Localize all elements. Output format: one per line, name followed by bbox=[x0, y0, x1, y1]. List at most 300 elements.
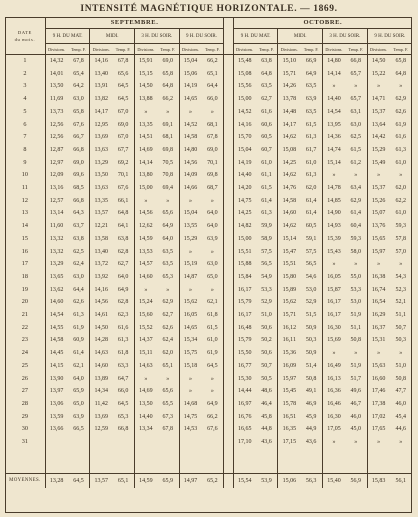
temperature-cell: » bbox=[166, 197, 170, 204]
divisions-cell: 14,54 bbox=[323, 106, 345, 119]
divisions-subheader: Divisions. bbox=[135, 44, 157, 55]
divisions-cell: 13,16 bbox=[49, 185, 64, 192]
temperature-cell: 50,7 bbox=[261, 362, 272, 369]
temperature-cell: 52,9 bbox=[305, 299, 317, 306]
divisions-cell: 15,29 bbox=[179, 233, 201, 246]
divisions-cell: 14,50 bbox=[135, 80, 157, 93]
divisions-cell: 14,78 bbox=[323, 182, 345, 195]
divisions-cell: 13,53 bbox=[135, 246, 157, 259]
divisions-cell: 14,56 bbox=[90, 296, 112, 309]
temperature-cell: 57,8 bbox=[395, 235, 406, 242]
divisions-cell: 16,12 bbox=[278, 322, 300, 335]
temperature-cell: 53,0 bbox=[305, 286, 317, 293]
divisions-cell: 16,60 bbox=[367, 373, 389, 386]
temperature-cell: 60,5 bbox=[305, 223, 317, 230]
temperature-cell: 50,8 bbox=[305, 375, 317, 382]
day-number: 20 bbox=[5, 296, 45, 309]
divisions-cell: 15,88 bbox=[237, 261, 252, 268]
divisions-cell: 16,05 bbox=[179, 309, 201, 322]
temperature-cell: 62,4 bbox=[73, 261, 84, 268]
temperature-cell: 61,4 bbox=[350, 210, 361, 217]
temperature-cell: 61,0 bbox=[395, 159, 406, 166]
temperature-cell: 65,9 bbox=[73, 388, 84, 395]
temperature-cell: 69,6 bbox=[73, 172, 84, 179]
day-number: 16 bbox=[5, 246, 45, 259]
temperature-cell: 61,2 bbox=[350, 159, 361, 166]
day-number: 27 bbox=[5, 385, 45, 398]
day-number: 4 bbox=[5, 93, 45, 106]
temperature-cell: 61,9 bbox=[207, 350, 218, 357]
temperature-cell: 66,0 bbox=[117, 388, 129, 395]
divisions-subheader: Divisions. bbox=[90, 44, 112, 55]
temperature-cell: 60,4 bbox=[350, 223, 361, 230]
divisions-cell: 14,56 bbox=[179, 157, 201, 170]
divisions-cell: 15,62 bbox=[278, 296, 300, 309]
divisions-cell: 13,89 bbox=[90, 373, 112, 386]
day-number: 30 bbox=[5, 423, 45, 436]
divisions-cell: 14,62 bbox=[278, 169, 300, 182]
day-number: 14 bbox=[5, 220, 45, 233]
divisions-cell: 13,57 bbox=[90, 473, 112, 488]
day-number: 25 bbox=[5, 360, 45, 373]
temperature-cell: 59,3 bbox=[395, 223, 406, 230]
temperature-cell: 65,2 bbox=[201, 473, 223, 488]
divisions-cell: 13,97 bbox=[49, 388, 64, 395]
divisions-cell: 15,45 bbox=[278, 385, 300, 398]
divisions-cell: 16,77 bbox=[237, 362, 252, 369]
temperature-cell: » bbox=[354, 172, 358, 179]
temperature-cell: 65,3 bbox=[117, 413, 129, 420]
divisions-cell: 14,61 bbox=[90, 309, 112, 322]
divisions-cell: 14,17 bbox=[278, 119, 300, 132]
divisions-cell: » bbox=[367, 436, 389, 449]
temperature-cell: 62,7 bbox=[261, 96, 272, 103]
divisions-cell: 14,37 bbox=[135, 334, 157, 347]
divisions-cell: 13,92 bbox=[90, 271, 112, 284]
temperature-cell: 68,1 bbox=[207, 121, 218, 128]
temperature-cell: 56,9 bbox=[345, 473, 367, 488]
temperature-cell: 61,3 bbox=[117, 337, 129, 344]
divisions-cell: 15,26 bbox=[367, 195, 389, 208]
temperature-cell: 64,9 bbox=[162, 223, 173, 230]
temperature-cell: 69,4 bbox=[162, 185, 173, 192]
temperature-cell: 61,5 bbox=[261, 185, 272, 192]
temperature-cell: 64,5 bbox=[117, 400, 129, 407]
divisions-cell: 15,36 bbox=[278, 347, 300, 360]
temperature-cell: 62,5 bbox=[73, 248, 84, 255]
temperature-cell: 66,8 bbox=[350, 58, 361, 64]
divisions-cell: 15,37 bbox=[367, 106, 389, 119]
divisions-cell: 13,63 bbox=[90, 144, 112, 157]
divisions-cell: » bbox=[179, 373, 201, 386]
temperature-cell: 57,0 bbox=[395, 248, 406, 255]
temperature-cell: 65,6 bbox=[162, 388, 173, 395]
divisions-cell: 17,38 bbox=[367, 398, 389, 411]
temperature-cell: » bbox=[210, 286, 214, 293]
divisions-cell: 14,80 bbox=[323, 55, 345, 68]
divisions-cell: 14,76 bbox=[278, 182, 300, 195]
divisions-cell: 16,35 bbox=[278, 423, 300, 436]
divisions-cell: 15,19 bbox=[179, 258, 201, 271]
temperature-cell: 64,9 bbox=[207, 400, 218, 407]
divisions-cell: 13,91 bbox=[90, 80, 112, 93]
divisions-cell: 14,62 bbox=[278, 220, 300, 233]
temperature-cell: 62,7 bbox=[117, 261, 129, 268]
temperature-cell: 61,1 bbox=[261, 172, 272, 179]
divisions-cell: 13,32 bbox=[49, 248, 64, 255]
temperature-cell: 47,7 bbox=[395, 388, 406, 395]
divisions-cell: 15,91 bbox=[135, 55, 157, 68]
divisions-cell: 13,65 bbox=[49, 273, 64, 280]
temperature-cell: 64,8 bbox=[117, 210, 129, 217]
divisions-cell: 15,75 bbox=[179, 347, 201, 360]
temperature-cell: 68,1 bbox=[162, 134, 173, 141]
divisions-cell: 13,55 bbox=[179, 220, 201, 233]
temperature-cell: 51,0 bbox=[261, 312, 272, 319]
temperature-cell: 70,1 bbox=[207, 159, 218, 166]
temperature-cell: » bbox=[166, 108, 170, 115]
temperature-cell: 64,8 bbox=[395, 70, 406, 77]
temperature-cell: 61,7 bbox=[305, 146, 317, 153]
divisions-cell: 15,10 bbox=[278, 55, 300, 68]
temperature-cell: 53,3 bbox=[261, 286, 272, 293]
temperature-cell: 61,0 bbox=[261, 159, 272, 166]
temperature-cell: 56,5 bbox=[261, 261, 272, 268]
divisions-subheader: Divisions. bbox=[278, 44, 300, 55]
day-number: 9 bbox=[5, 157, 45, 170]
divisions-cell: 14,26 bbox=[278, 80, 300, 93]
divisions-cell: 14,69 bbox=[135, 385, 157, 398]
temperature-cell: 64,7 bbox=[117, 375, 129, 382]
divisions-cell: 14,90 bbox=[323, 207, 345, 220]
divisions-cell: 14,59 bbox=[135, 473, 157, 488]
divisions-cell: 14,75 bbox=[237, 197, 252, 204]
temperature-cell: 61,6 bbox=[261, 108, 272, 115]
temperature-cell: 67,3 bbox=[162, 413, 173, 420]
temperature-subheader: Temp. F. bbox=[68, 44, 90, 55]
temperature-cell: » bbox=[399, 172, 403, 179]
temperature-cell: 61,5 bbox=[350, 146, 361, 153]
divisions-cell: 16,17 bbox=[237, 312, 252, 319]
temperature-cell: 69,1 bbox=[162, 121, 173, 128]
divisions-cell: 15,08 bbox=[237, 70, 252, 77]
temperature-cell: 63,0 bbox=[73, 273, 84, 280]
date-column-header: DATE du mois. bbox=[5, 17, 45, 55]
divisions-cell: 13,95 bbox=[323, 119, 345, 132]
divisions-cell: 15,43 bbox=[323, 246, 345, 259]
day-number: 15 bbox=[5, 233, 45, 246]
temperature-cell: 66,0 bbox=[207, 96, 218, 103]
time-header: 9 H. DU SOIR. bbox=[179, 29, 224, 44]
divisions-cell: » bbox=[367, 80, 389, 93]
month-header-september: SEPTEMBRE. bbox=[45, 17, 224, 29]
temperature-cell: 50,9 bbox=[305, 350, 317, 357]
divisions-cell: 14,60 bbox=[278, 207, 300, 220]
divisions-cell: 13,35 bbox=[90, 195, 112, 208]
divisions-cell: 16,74 bbox=[367, 284, 389, 297]
divisions-cell: 15,89 bbox=[278, 284, 300, 297]
temperature-cell: 51,7 bbox=[350, 375, 361, 382]
divisions-cell: » bbox=[323, 80, 345, 93]
divisions-cell: 16,29 bbox=[367, 309, 389, 322]
temperature-cell: 70,5 bbox=[162, 159, 173, 166]
temperature-cell: 67,8 bbox=[73, 58, 84, 64]
temperature-cell: 57,5 bbox=[305, 248, 317, 255]
divisions-cell: 16,51 bbox=[278, 411, 300, 424]
divisions-cell: 14,87 bbox=[179, 271, 201, 284]
day-number: 18 bbox=[5, 271, 45, 284]
divisions-cell: 16,54 bbox=[367, 296, 389, 309]
divisions-cell: » bbox=[367, 258, 389, 271]
divisions-cell: 14,69 bbox=[135, 144, 157, 157]
temperature-cell: 66,2 bbox=[162, 96, 173, 103]
temperature-cell: 66,8 bbox=[117, 426, 129, 433]
divisions-cell: 13,90 bbox=[49, 375, 64, 382]
divisions-cell: 17,65 bbox=[367, 423, 389, 436]
divisions-cell: 14,15 bbox=[49, 362, 64, 369]
divisions-cell: 12,62 bbox=[135, 220, 157, 233]
divisions-cell: 14,62 bbox=[278, 131, 300, 144]
divisions-cell: 13,76 bbox=[367, 220, 389, 233]
day-number: 3 bbox=[5, 80, 45, 93]
temperature-cell: » bbox=[399, 261, 403, 268]
temperature-cell: 62,8 bbox=[117, 299, 129, 306]
divisions-cell: 12,21 bbox=[90, 220, 112, 233]
temperature-cell: 64,0 bbox=[207, 210, 218, 217]
temperature-cell: 51,9 bbox=[350, 312, 361, 319]
temperature-cell: 59,9 bbox=[261, 223, 272, 230]
temperature-cell: 61,8 bbox=[207, 312, 218, 319]
divisions-cell: 15,14 bbox=[323, 157, 345, 170]
time-header: MIDI. bbox=[90, 29, 135, 44]
day-number: 23 bbox=[5, 334, 45, 347]
day-number: 2 bbox=[5, 68, 45, 81]
divisions-cell: 12,59 bbox=[90, 423, 112, 436]
page-title: INTENSITÉ MAGNÉTIQUE HORIZONTALE. — 1869. bbox=[80, 4, 338, 14]
divisions-cell: 13,59 bbox=[49, 413, 64, 420]
divisions-subheader: Divisions. bbox=[367, 44, 389, 55]
temperature-cell: 51,1 bbox=[350, 324, 361, 331]
divisions-cell: 14,97 bbox=[179, 473, 201, 488]
temperature-cell: 64,8 bbox=[162, 83, 173, 90]
divisions-cell: 15,04 bbox=[179, 207, 201, 220]
divisions-cell: 15,04 bbox=[237, 146, 252, 153]
temperature-cell: » bbox=[210, 248, 214, 255]
divisions-subheader: Divisions. bbox=[233, 44, 255, 55]
day-number: 26 bbox=[5, 373, 45, 386]
temperature-subheader: Temp. F. bbox=[112, 44, 134, 55]
divisions-cell: 14,58 bbox=[49, 337, 64, 344]
temperature-cell: 63,0 bbox=[207, 261, 218, 268]
divisions-cell: 13,32 bbox=[49, 235, 64, 242]
divisions-cell: 13,34 bbox=[135, 423, 157, 436]
temperature-cell: 62,0 bbox=[395, 185, 406, 192]
divisions-cell: 14,59 bbox=[135, 233, 157, 246]
temperature-cell: 63,1 bbox=[350, 108, 361, 115]
temperature-cell: 58,9 bbox=[261, 235, 272, 242]
temperature-cell: 63,5 bbox=[305, 83, 317, 90]
temperature-cell: 66,2 bbox=[207, 413, 218, 420]
temperature-cell: » bbox=[354, 439, 358, 446]
divisions-cell: 14,63 bbox=[90, 347, 112, 360]
divisions-cell: 15,84 bbox=[237, 273, 252, 280]
divisions-cell: 16,17 bbox=[323, 309, 345, 322]
divisions-cell: 14,48 bbox=[278, 106, 300, 119]
temperature-cell: 43,6 bbox=[261, 439, 272, 446]
temperature-cell: 69,8 bbox=[162, 146, 173, 153]
divisions-cell: 17,02 bbox=[367, 411, 389, 424]
divisions-cell: 15,22 bbox=[367, 68, 389, 81]
divisions-cell: 13,57 bbox=[90, 207, 112, 220]
temperature-cell: 50,7 bbox=[395, 324, 406, 331]
divisions-cell: 15,06 bbox=[179, 68, 201, 81]
divisions-cell: 12,09 bbox=[49, 172, 64, 179]
temperature-cell: 53,0 bbox=[350, 299, 361, 306]
temperature-cell: 67,8 bbox=[207, 134, 218, 141]
temperature-cell: » bbox=[166, 375, 170, 382]
temperature-subheader: Temp. F. bbox=[157, 44, 179, 55]
temperature-cell: 51,9 bbox=[350, 362, 361, 369]
divisions-cell: 16,05 bbox=[323, 271, 345, 284]
temperature-cell: 69,8 bbox=[207, 172, 218, 179]
divisions-cell: 15,06 bbox=[278, 473, 300, 488]
temperature-cell: 61,3 bbox=[305, 172, 317, 179]
temperature-cell: 64,0 bbox=[73, 375, 84, 382]
divisions-cell: 14,40 bbox=[323, 93, 345, 106]
divisions-cell: 16,37 bbox=[367, 322, 389, 335]
temperature-cell: 64,5 bbox=[68, 473, 90, 488]
temperature-cell: 62,5 bbox=[350, 134, 361, 141]
divisions-cell: 14,44 bbox=[237, 388, 252, 395]
temperature-cell: 61,3 bbox=[261, 210, 272, 217]
temperature-cell: 50,9 bbox=[305, 324, 317, 331]
temperature-cell: 51,1 bbox=[395, 312, 406, 319]
temperature-cell: 51,4 bbox=[305, 362, 317, 369]
temperature-cell: 61,6 bbox=[117, 324, 129, 331]
temperature-cell: 64,5 bbox=[117, 83, 129, 90]
temperature-cell: 62,9 bbox=[350, 197, 361, 204]
temperature-cell: 66,7 bbox=[73, 134, 84, 141]
divisions-cell: 14,65 bbox=[179, 322, 201, 335]
divisions-cell: 15,29 bbox=[367, 144, 389, 157]
temperature-cell: 64,0 bbox=[207, 223, 218, 230]
temperature-cell: » bbox=[354, 261, 358, 268]
temperature-cell: 50,8 bbox=[395, 375, 406, 382]
divisions-cell: 13,14 bbox=[49, 210, 64, 217]
temperature-cell: 61,3 bbox=[305, 134, 317, 141]
temperature-cell: 63,9 bbox=[73, 413, 84, 420]
temperature-cell: 45,9 bbox=[305, 413, 317, 420]
divisions-cell: 13,62 bbox=[49, 286, 64, 293]
divisions-cell: 16,36 bbox=[323, 385, 345, 398]
divisions-cell: 13,40 bbox=[90, 68, 112, 81]
temperature-cell: 54,3 bbox=[395, 273, 406, 280]
temperature-cell: 55,0 bbox=[350, 273, 361, 280]
divisions-cell: 14,40 bbox=[135, 411, 157, 424]
divisions-cell: 15,97 bbox=[278, 373, 300, 386]
day-number: 8 bbox=[5, 144, 45, 157]
divisions-cell: 14,17 bbox=[90, 106, 112, 119]
temperature-cell: 65,7 bbox=[350, 70, 361, 77]
temperature-cell: 69,0 bbox=[207, 146, 218, 153]
divisions-cell: 14,54 bbox=[49, 312, 64, 319]
time-header: 9 H. DU MAT. bbox=[45, 29, 90, 44]
temperature-cell: 56,1 bbox=[389, 473, 412, 488]
temperature-cell: 67,6 bbox=[207, 426, 218, 433]
divisions-cell: 15,47 bbox=[278, 246, 300, 259]
divisions-cell: 13,40 bbox=[90, 246, 112, 259]
divisions-cell: 15,15 bbox=[135, 68, 157, 81]
divisions-cell: 14,57 bbox=[135, 258, 157, 271]
divisions-cell: 13,73 bbox=[49, 108, 64, 115]
temperature-cell: 62,9 bbox=[162, 299, 173, 306]
temperature-cell: 68,5 bbox=[73, 185, 84, 192]
divisions-subheader: Divisions. bbox=[45, 44, 67, 55]
day-number: 28 bbox=[5, 398, 45, 411]
divisions-cell: 14,36 bbox=[323, 131, 345, 144]
divisions-cell: 13,50 bbox=[135, 398, 157, 411]
day-number: 11 bbox=[5, 182, 45, 195]
divisions-cell: 15,51 bbox=[278, 258, 300, 271]
temperature-cell: 46,0 bbox=[350, 413, 361, 420]
temperature-cell: 63,8 bbox=[261, 58, 272, 64]
temperature-cell: 66,8 bbox=[73, 146, 84, 153]
day-number: 6 bbox=[5, 119, 45, 132]
temperature-cell: 64,4 bbox=[207, 83, 218, 90]
temperature-cell: 68,7 bbox=[207, 185, 218, 192]
divisions-cell: » bbox=[323, 436, 345, 449]
divisions-cell: 15,70 bbox=[237, 134, 252, 141]
divisions-cell: 14,16 bbox=[90, 284, 112, 297]
divisions-cell: 16,97 bbox=[237, 400, 252, 407]
divisions-cell: 14,50 bbox=[90, 322, 112, 335]
temperature-cell: 64,0 bbox=[117, 273, 129, 280]
divisions-cell: » bbox=[367, 169, 389, 182]
divisions-cell: 14,25 bbox=[237, 210, 252, 217]
divisions-cell: 15,51 bbox=[237, 248, 252, 255]
divisions-cell: 14,75 bbox=[179, 411, 201, 424]
divisions-cell: » bbox=[323, 169, 345, 182]
divisions-cell: 14,65 bbox=[179, 93, 201, 106]
temperature-cell: 64,2 bbox=[73, 83, 84, 90]
divisions-cell: 15,48 bbox=[237, 58, 252, 64]
divisions-cell: 13,35 bbox=[135, 119, 157, 132]
temperature-subheader: Temp. F. bbox=[201, 44, 223, 55]
temperature-subheader: Temp. F. bbox=[300, 44, 322, 55]
temperature-cell: 61,5 bbox=[305, 121, 317, 128]
temperature-cell: 60,6 bbox=[261, 121, 272, 128]
temperature-cell: 53,9 bbox=[256, 473, 278, 488]
divisions-cell: 15,54 bbox=[233, 473, 255, 488]
temperature-cell: 63,3 bbox=[117, 362, 129, 369]
temperature-cell: 64,5 bbox=[207, 362, 218, 369]
temperature-cell: 69,2 bbox=[117, 159, 129, 166]
divisions-cell: 11,60 bbox=[50, 223, 64, 230]
divisions-cell: 15,14 bbox=[278, 233, 300, 246]
divisions-cell: 11,69 bbox=[50, 96, 64, 103]
divisions-cell: 17,46 bbox=[367, 385, 389, 398]
temperature-cell: 44,8 bbox=[261, 426, 272, 433]
day-number: 5 bbox=[5, 106, 45, 119]
divisions-cell: 13,82 bbox=[90, 93, 112, 106]
temperature-cell: 64,5 bbox=[117, 96, 129, 103]
divisions-cell: 13,64 bbox=[367, 119, 389, 132]
temperature-cell: 44,6 bbox=[395, 426, 406, 433]
temperature-cell: 61,4 bbox=[305, 197, 317, 204]
temperature-cell: 62,0 bbox=[305, 185, 317, 192]
divisions-cell: 13,06 bbox=[49, 400, 64, 407]
divisions-cell: 15,80 bbox=[278, 271, 300, 284]
